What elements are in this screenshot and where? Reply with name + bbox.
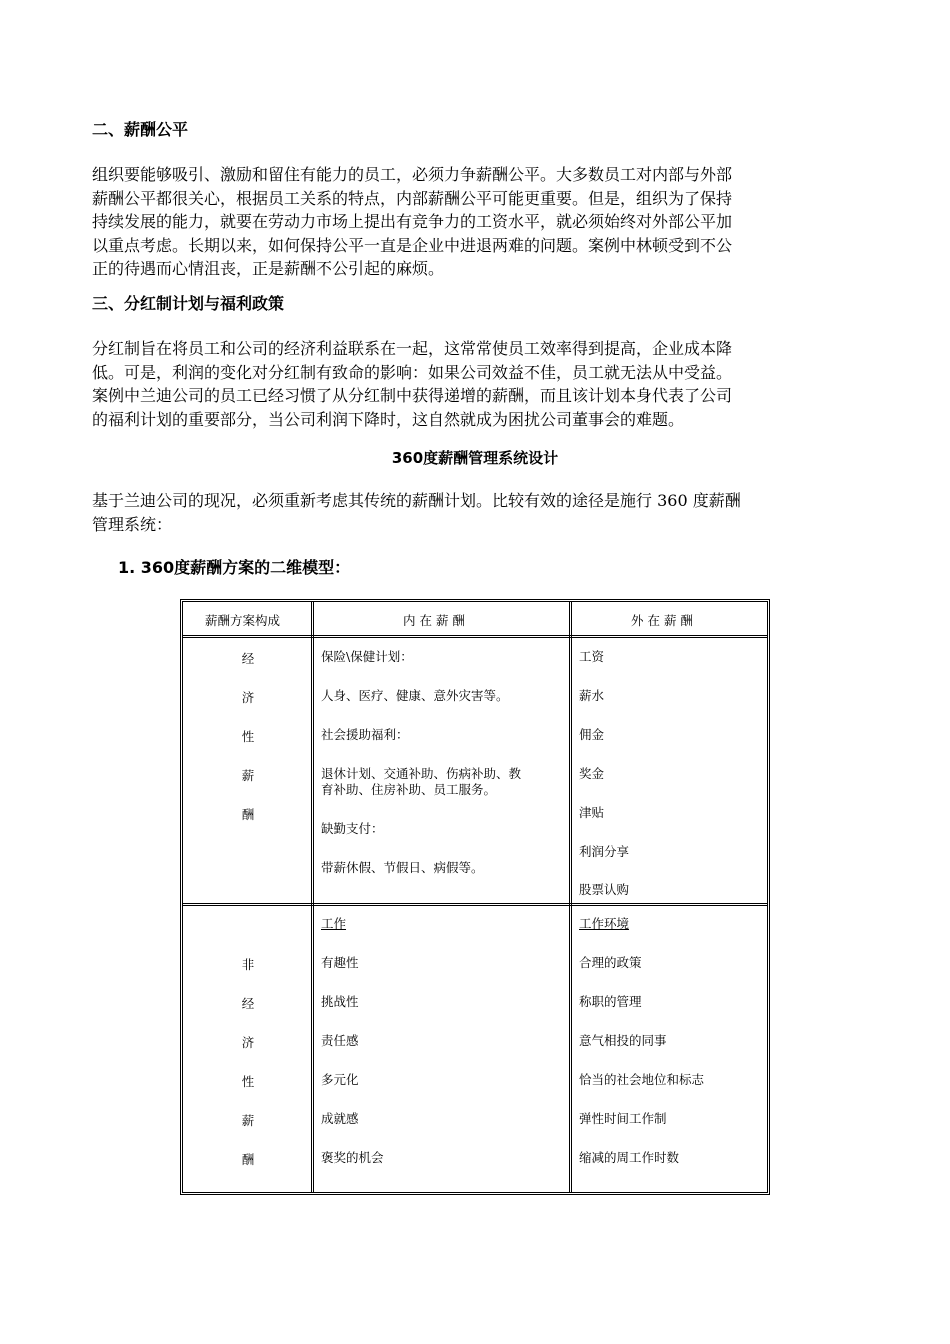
economic-label-char: 薪 <box>241 768 255 783</box>
paragraph-line: 案例中兰迪公司的员工已经习惯了从分红制中获得递增的薪酬，而且该计划本身代表了公司 <box>92 386 733 405</box>
noneconomic-intrinsic-item: 多元化 <box>321 1072 359 1087</box>
noneconomic-extrinsic-item: 意气相投的同事 <box>579 1033 667 1048</box>
column-divider <box>311 602 314 1192</box>
column-divider <box>569 602 572 1192</box>
noneconomic-intrinsic-item: 挑战性 <box>321 994 359 1009</box>
system-intro-paragraph <box>92 489 862 536</box>
paragraph-line: 组织要能够吸引、激励和留住有能力的员工，必须力争薪酬公平。大多数员工对内部与外部 <box>92 165 733 184</box>
noneconomic-extrinsic-item: 称职的管理 <box>579 994 642 1009</box>
model-item-heading: 1. 360度薪酬方案的二维模型： <box>118 558 351 577</box>
economic-intrinsic-item: 人身、医疗、健康、意外灾害等。 <box>321 688 509 703</box>
economic-intrinsic-item: 退休计划、交通补助、伤病补助、教 <box>321 766 522 781</box>
noneconomic-extrinsic-item: 缩减的周工作时数 <box>579 1150 680 1165</box>
header-extrinsic: 外 在 薪 酬 <box>631 613 693 628</box>
noneconomic-intrinsic-item: 成就感 <box>321 1111 359 1126</box>
noneconomic-label-char: 济 <box>241 1035 255 1050</box>
economic-intrinsic-item: 带薪休假、节假日、病假等。 <box>321 860 484 875</box>
economic-intrinsic-item: 育补助、住房补助、员工服务。 <box>321 782 497 797</box>
economic-extrinsic-item: 工资 <box>579 649 605 664</box>
noneconomic-label-char: 酬 <box>241 1152 255 1167</box>
header-divider <box>183 635 767 638</box>
noneconomic-extrinsic-item: 合理的政策 <box>579 955 642 970</box>
paragraph-line: 低。可是，利润的变化对分红制有致命的影响：如果公司效益不佳，员工就无法从中受益。 <box>92 362 733 382</box>
pay-equity-paragraph <box>92 163 862 281</box>
compensation-model-table <box>180 599 770 1195</box>
noneconomic-intrinsic-item: 责任感 <box>321 1033 359 1048</box>
economic-extrinsic-item: 股票认购 <box>579 882 630 897</box>
economic-extrinsic-item: 佣金 <box>579 727 605 742</box>
paragraph-line: 薪酬公平都很关心，根据员工关系的特点，内部薪酬公平可能更重要。但是，组织为了保持 <box>92 188 733 208</box>
paragraph-line: 管理系统： <box>92 514 173 534</box>
economic-intrinsic-item: 保险\保健计划： <box>321 649 413 664</box>
noneconomic-intrinsic-title: 工作 <box>321 916 347 931</box>
economic-intrinsic-item: 社会援助福利： <box>321 727 409 742</box>
noneconomic-extrinsic-item: 恰当的社会地位和标志 <box>579 1072 705 1087</box>
noneconomic-intrinsic-item: 有趣性 <box>321 955 359 970</box>
paragraph-line: 正的待遇而心情沮丧，正是薪酬不公引起的麻烦。 <box>92 259 445 278</box>
economic-intrinsic-item: 缺勤支付： <box>321 821 384 836</box>
economic-extrinsic-item: 津贴 <box>579 805 605 820</box>
header-composition: 薪酬方案构成 <box>205 613 281 628</box>
row-divider <box>183 903 767 906</box>
economic-label-char: 酬 <box>241 807 255 822</box>
economic-label-char: 性 <box>241 729 255 744</box>
economic-extrinsic-item: 薪水 <box>579 688 605 703</box>
noneconomic-extrinsic-item: 弹性时间工作制 <box>579 1111 667 1126</box>
economic-label-char: 济 <box>241 690 255 705</box>
noneconomic-label-char: 薪 <box>241 1113 255 1128</box>
system-design-title: 360度薪酬管理系统设计 <box>391 449 559 467</box>
paragraph-line: 基于兰迪公司的现况，必须重新考虑其传统的薪酬计划。比较有效的途径是施行 360 度薪酬 <box>92 491 741 510</box>
economic-label-char: 经 <box>241 651 255 666</box>
paragraph-line: 的福利计划的重要部分，当公司利润下降时，这自然就成为困扰公司董事会的难题。 <box>92 409 685 429</box>
noneconomic-intrinsic-item: 褒奖的机会 <box>321 1150 384 1165</box>
noneconomic-label-char: 非 <box>241 957 255 972</box>
noneconomic-label-char: 经 <box>241 996 255 1011</box>
noneconomic-extrinsic-title: 工作环境 <box>579 916 630 931</box>
section-heading-pay-equity: 二、薪酬公平 <box>92 120 189 139</box>
paragraph-line: 分红制旨在将员工和公司的经济利益联系在一起，这常常使员工效率得到提高，企业成本降 <box>92 339 733 358</box>
noneconomic-label-char: 性 <box>241 1074 255 1089</box>
economic-extrinsic-item: 利润分享 <box>579 844 630 859</box>
economic-extrinsic-item: 奖金 <box>579 766 605 781</box>
section-heading-profit-sharing: 三、分红制计划与福利政策 <box>92 294 285 313</box>
profit-sharing-paragraph <box>92 337 862 431</box>
header-intrinsic: 内 在 薪 酬 <box>403 613 465 628</box>
paragraph-line: 以重点考虑。长期以来，如何保持公平一直是企业中进退两难的问题。案例中林顿受到不公 <box>92 235 733 255</box>
paragraph-line: 持续发展的能力，就要在劳动力市场上提出有竞争力的工资水平，就必须始终对外部公平加 <box>92 212 733 231</box>
